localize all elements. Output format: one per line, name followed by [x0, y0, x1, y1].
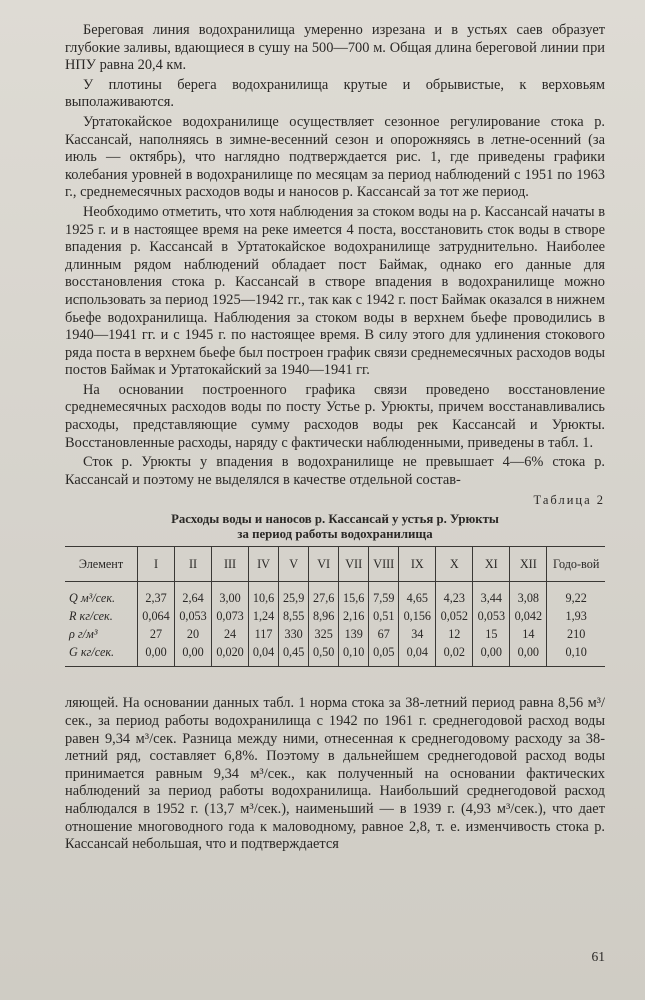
table-cell: 0,073	[212, 607, 249, 625]
paragraph: Береговая линия водохранилища умеренно изрезана и в устьях саев образует глубокие заливы, вдающиеся в сушу на 500—700 м. Общая длина береговой линии при НПУ равна 20,4 км.	[65, 22, 605, 74]
table-cell: 0,00	[473, 643, 510, 667]
row-label: R кг/сек.	[69, 608, 113, 623]
header-cell: XII	[510, 547, 547, 582]
table-cell: 0,053	[175, 607, 212, 625]
text-block-bottom	[65, 695, 605, 853]
table-cell: 3,44	[473, 582, 510, 608]
table-cell: 139	[339, 625, 369, 643]
table-cell: 117	[249, 625, 279, 643]
header-cell: III	[212, 547, 249, 582]
table-cell: 10,6	[249, 582, 279, 608]
table-cell: 0,04	[399, 643, 436, 667]
table-cell: 15	[473, 625, 510, 643]
paragraph: На основании построенного графика связи проведено восстановление среднемесячных расходов воды по посту Устье р. Урюкты, причем восстанавливались расходы, представляющие сумму расходов воды рек Кассансай и Урюкты. Восстановленные расходы, наряду с фактически наблюденными, приведены в табл. 1.	[65, 381, 605, 451]
table-cell: 0,02	[436, 643, 473, 667]
table-cell: 0,053	[473, 607, 510, 625]
text-block-top	[65, 22, 605, 489]
header-cell: Годо-вой	[547, 547, 605, 582]
table-cell: 3,08	[510, 582, 547, 608]
table-cell: 0,10	[547, 643, 605, 667]
table-cell: 0,00	[175, 643, 212, 667]
table-cell: 12	[436, 625, 473, 643]
paragraph: Сток р. Урюкты у впадения в водохранилище не превышает 4—6% стока р. Кассансай и поэтому не выделялся в качестве отдельной состав-	[65, 454, 605, 488]
table-cell: 8,96	[309, 607, 339, 625]
table-cell: 2,64	[175, 582, 212, 608]
table-title	[65, 512, 605, 542]
table-cell: 4,23	[436, 582, 473, 608]
header-cell: I	[138, 547, 175, 582]
table-row	[65, 625, 605, 643]
table-cell: 14	[510, 625, 547, 643]
table-cell: 25,9	[279, 582, 309, 608]
table-title-line: за период работы водохранилища	[237, 527, 433, 542]
table-cell: 15,6	[339, 582, 369, 608]
row-label: ρ г/м³	[69, 626, 98, 641]
table-cell: 0,064	[138, 607, 175, 625]
table-caption: Таблица 2	[533, 493, 605, 508]
table-cell: 0,45	[279, 643, 309, 667]
header-cell: VII	[339, 547, 369, 582]
table-cell: 0,020	[212, 643, 249, 667]
table-cell: 210	[547, 625, 605, 643]
table-title-line: Расходы воды и наносов р. Кассансай у устья р. Урюкты	[171, 512, 499, 527]
table-cell: 325	[309, 625, 339, 643]
header-cell: Элемент	[65, 547, 138, 582]
paragraph: У плотины берега водохранилища крутые и обрывистые, к верховьям выполаживаются.	[65, 76, 605, 111]
table-cell: 3,00	[212, 582, 249, 608]
header-cell: X	[436, 547, 473, 582]
table-cell: 0,042	[510, 607, 547, 625]
table-cell: 0,00	[510, 643, 547, 667]
table-cell: 0,00	[138, 643, 175, 667]
paragraph: ляющей. На основании данных табл. 1 норма стока за 38-летний период равна 8,56 м³/сек., за период работы водохранилища с 1942 по 1961 г. среднегодовой расход воды равен 9,34 м³/сек. Разница между ними, отнесенная к среднегодовому расходу за 38-летний ряд, составляет 6,8%. Поэтому в дальнейшем среднегодовой расход воды принимается равным 9,34 м³/сек., как полученный на основании фактических наблюдений за период работы водохранилища. Наибольший среднегодовой расход наблюдался в 1952 г. (13,7 м³/сек.), наименьший — в 1939 г. (4,93 м³/сек.), что дает отношение многоводного года к маловодному, равное 2,8, т. е. изменчивость стока р. Кассансай небольшая, что и подтверждается	[65, 695, 605, 853]
discharge-table	[65, 546, 605, 667]
header-cell: VIII	[369, 547, 399, 582]
header-cell: VI	[309, 547, 339, 582]
table-cell: 0,052	[436, 607, 473, 625]
paragraph: Необходимо отметить, что хотя наблюдения за стоком воды на р. Кассансай начаты в 1925 г. и в настоящее время на реке имеется 4 поста, восстановить сток воды в створе впадения р. Кассансай в Уртатокайское водохранилище затруднительно. Наиболее длинным рядом наблюдений обладает пост Баймак, однако его данные для восстановления стока р. Кассансай в створе впадения в водохранилище можно использовать за период 1925—1942 гг., так как с 1942 г. пост Баймак оказался в нижнем бьефе водохранилища. Наблюдения за стоком воды в верхнем бьефе проводились в 1940—1941 гг. и с 1945 г. по настоящее время. В силу этого для удлинения стокового ряда поста в верхнем бьефе был построен график связи среднемесячных расходов воды постов Баймак и Уртатокайский за 1940—1941 гг.	[65, 203, 605, 379]
table-row	[65, 607, 605, 625]
table-cell: 0,04	[249, 643, 279, 667]
table-cell: 9,22	[547, 582, 605, 608]
table-row	[65, 643, 605, 667]
paragraph: Уртатокайское водохранилище осуществляет сезонное регулирование стока р. Кассансай, наполняясь в зимне-весенний сезон и опорожняясь в летне-осенний (за июль — октябрь), что наглядно подтверждается рис. 1, где приведены графики колебания уровней в водохранилище по месяцам за период наблюдений с 1951 по 1963 г., среднемесячных расходов воды и наносов р. Кассансай за тот же период.	[65, 113, 605, 201]
table-cell: 7,59	[369, 582, 399, 608]
header-cell: IX	[399, 547, 436, 582]
header-cell: XI	[473, 547, 510, 582]
table-cell: 330	[279, 625, 309, 643]
row-label: G кг/сек.	[69, 644, 115, 659]
table-cell: 27,6	[309, 582, 339, 608]
table-cell: 2,37	[138, 582, 175, 608]
table-cell: 1,93	[547, 607, 605, 625]
table-cell: 4,65	[399, 582, 436, 608]
table-cell: 67	[369, 625, 399, 643]
table-cell: 0,156	[399, 607, 436, 625]
table-cell: 34	[399, 625, 436, 643]
table-cell: 2,16	[339, 607, 369, 625]
header-cell: IV	[249, 547, 279, 582]
table-cell: 27	[138, 625, 175, 643]
header-cell: II	[175, 547, 212, 582]
header-cell: V	[279, 547, 309, 582]
table-cell: 0,10	[339, 643, 369, 667]
table-cell: 20	[175, 625, 212, 643]
row-label: Q м³/сек.	[69, 590, 116, 605]
table-cell: 1,24	[249, 607, 279, 625]
table-cell: 0,50	[309, 643, 339, 667]
page-number: 61	[591, 949, 605, 964]
table-cell: 0,05	[369, 643, 399, 667]
table-cell: 8,55	[279, 607, 309, 625]
table-cell: 0,51	[369, 607, 399, 625]
table-header-row	[65, 547, 605, 582]
table-row	[65, 582, 605, 608]
table-cell: 24	[212, 625, 249, 643]
